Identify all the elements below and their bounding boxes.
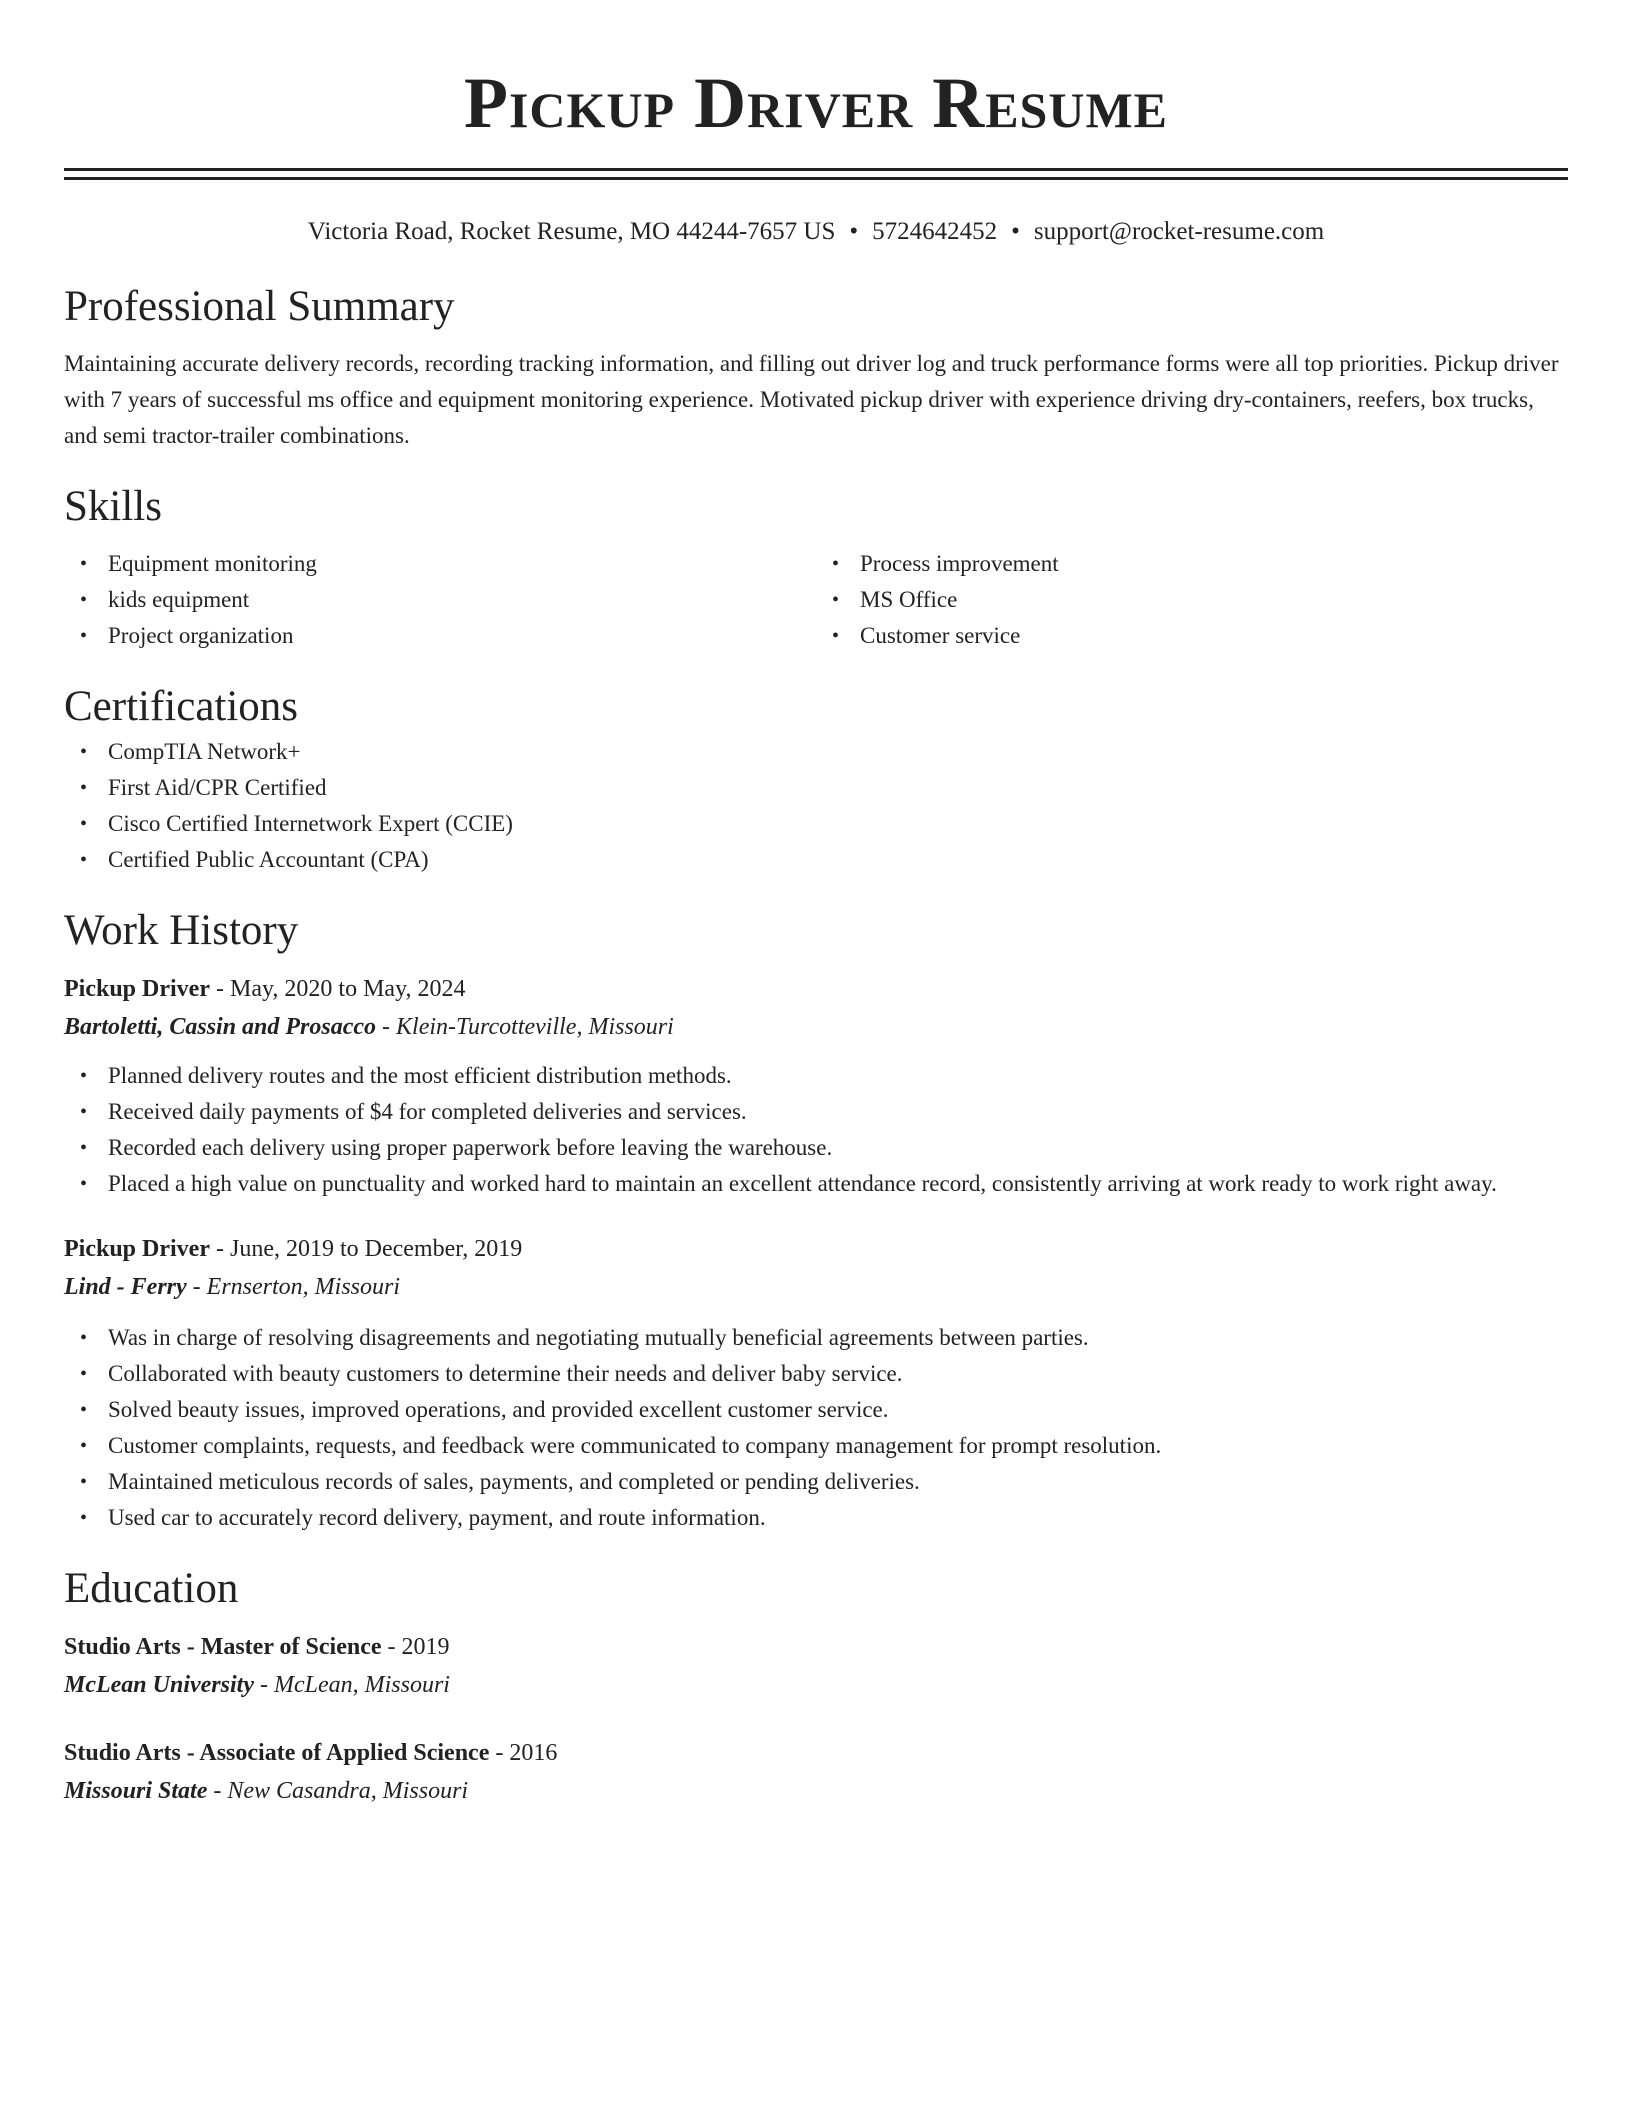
- summary-heading: Professional Summary: [64, 283, 455, 330]
- education-entry: [64, 1628, 1568, 1704]
- contact-phone: 5724642452: [872, 218, 998, 245]
- education-school: Missouri State: [64, 1778, 208, 1804]
- job-dates: - June, 2019 to December, 2019: [209, 1236, 523, 1262]
- skills-list-left: [64, 546, 816, 654]
- contact-separator: •: [1011, 218, 1020, 245]
- job-bullet: • Maintained meticulous records of sales, payments, and completed or pending deliveries.: [108, 1464, 1568, 1500]
- job-bullet: • Received daily payments of $4 for completed deliveries and services.: [108, 1094, 1568, 1130]
- certifications-section: [64, 680, 1568, 878]
- job-title: Pickup Driver: [64, 976, 210, 1002]
- skills-heading: Skills: [64, 483, 162, 530]
- education-heading: Education: [64, 1565, 239, 1612]
- education-entry: [64, 1734, 1568, 1810]
- contact-separator: •: [849, 218, 859, 245]
- job-company-line: [64, 1008, 1568, 1046]
- job-entry: [64, 970, 1568, 1202]
- job-header: [64, 970, 1568, 1008]
- education-location: - New Casandra, Missouri: [207, 1778, 469, 1804]
- title-divider-bottom: [64, 177, 1568, 180]
- skills-grid: [64, 546, 1568, 654]
- job-bullet: • Customer complaints, requests, and feedback were communicated to company management for prompt resolution.: [108, 1428, 1568, 1464]
- job-bullet: • Placed a high value on punctuality and worked hard to maintain an excellent attendance record, consistently arriving at work ready to work right away.: [108, 1166, 1568, 1202]
- job-entry: [64, 1230, 1568, 1536]
- job-bullet: • Collaborated with beauty customers to determine their needs and deliver baby service.: [108, 1356, 1568, 1392]
- job-bullets: [64, 1058, 1568, 1202]
- education-section: [64, 1562, 1568, 1810]
- certifications-list: [64, 734, 1568, 878]
- contact-email: support@rocket-resume.com: [1033, 218, 1325, 245]
- job-bullet: • Solved beauty issues, improved operations, and provided excellent customer service.: [108, 1392, 1568, 1428]
- job-bullet: • Used car to accurately record delivery, payment, and route information.: [108, 1500, 1568, 1536]
- education-degree-line: [64, 1734, 1568, 1772]
- job-bullet: • Was in charge of resolving disagreements and negotiating mutually beneficial agreements between parties.: [108, 1320, 1568, 1356]
- title-divider-top: [64, 168, 1568, 171]
- summary-text: Maintaining accurate delivery records, recording tracking information, and filling out driver log and truck performance forms were all top priorities. Pickup driver with 7 years of successful ms office and equipment monitoring experience. Motivated pickup driver with experience driving dry-containers, reefers, box trucks, and semi tractor-trailer combinations.: [64, 351, 1559, 448]
- contact-line: [64, 216, 1568, 248]
- resume-title: Pickup Driver Resume: [463, 63, 1169, 143]
- skill-item: • kids equipment: [108, 582, 816, 618]
- summary-section: [64, 280, 1568, 454]
- job-bullet: • Planned delivery routes and the most efficient distribution methods.: [108, 1058, 1568, 1094]
- skills-list-right: [816, 546, 1568, 654]
- education-location: - McLean, Missouri: [253, 1672, 450, 1698]
- job-location: - Ernserton, Missouri: [186, 1274, 401, 1300]
- education-school-line: [64, 1666, 1568, 1704]
- certifications-heading: Certifications: [64, 683, 299, 730]
- job-company: Bartoletti, Cassin and Prosacco: [64, 1014, 377, 1040]
- skill-item: • MS Office: [860, 582, 1568, 618]
- education-degree: Studio Arts - Master of Science: [64, 1634, 382, 1660]
- job-company-line: [64, 1268, 1568, 1306]
- education-degree-line: [64, 1628, 1568, 1666]
- education-year: - 2016: [489, 1740, 558, 1766]
- education-school: McLean University: [64, 1672, 254, 1698]
- job-bullets: [64, 1320, 1568, 1536]
- education-year: - 2019: [381, 1634, 450, 1660]
- job-header: [64, 1230, 1568, 1268]
- certification-item: • First Aid/CPR Certified: [108, 770, 1568, 806]
- job-location: - Klein-Turcotteville, Missouri: [376, 1014, 674, 1040]
- contact-address: Victoria Road, Rocket Resume, MO 44244-7657 US: [307, 218, 836, 245]
- skill-item: • Project organization: [108, 618, 816, 654]
- job-dates: - May, 2020 to May, 2024: [209, 976, 466, 1002]
- certification-item: • Cisco Certified Internetwork Expert (CCIE): [108, 806, 1568, 842]
- certification-item: • CompTIA Network+: [108, 734, 1568, 770]
- job-company: Lind - Ferry: [64, 1274, 187, 1300]
- education-degree: Studio Arts - Associate of Applied Science: [64, 1740, 490, 1766]
- skill-item: • Equipment monitoring: [108, 546, 816, 582]
- skill-item: • Customer service: [860, 618, 1568, 654]
- work-history-heading: Work History: [64, 907, 299, 954]
- skill-item: • Process improvement: [860, 546, 1568, 582]
- education-school-line: [64, 1772, 1568, 1810]
- certification-item: • Certified Public Accountant (CPA): [108, 842, 1568, 878]
- skills-section: [64, 480, 1568, 654]
- work-history-section: [64, 904, 1568, 1536]
- job-bullet: • Recorded each delivery using proper paperwork before leaving the warehouse.: [108, 1130, 1568, 1166]
- job-title: Pickup Driver: [64, 1236, 210, 1262]
